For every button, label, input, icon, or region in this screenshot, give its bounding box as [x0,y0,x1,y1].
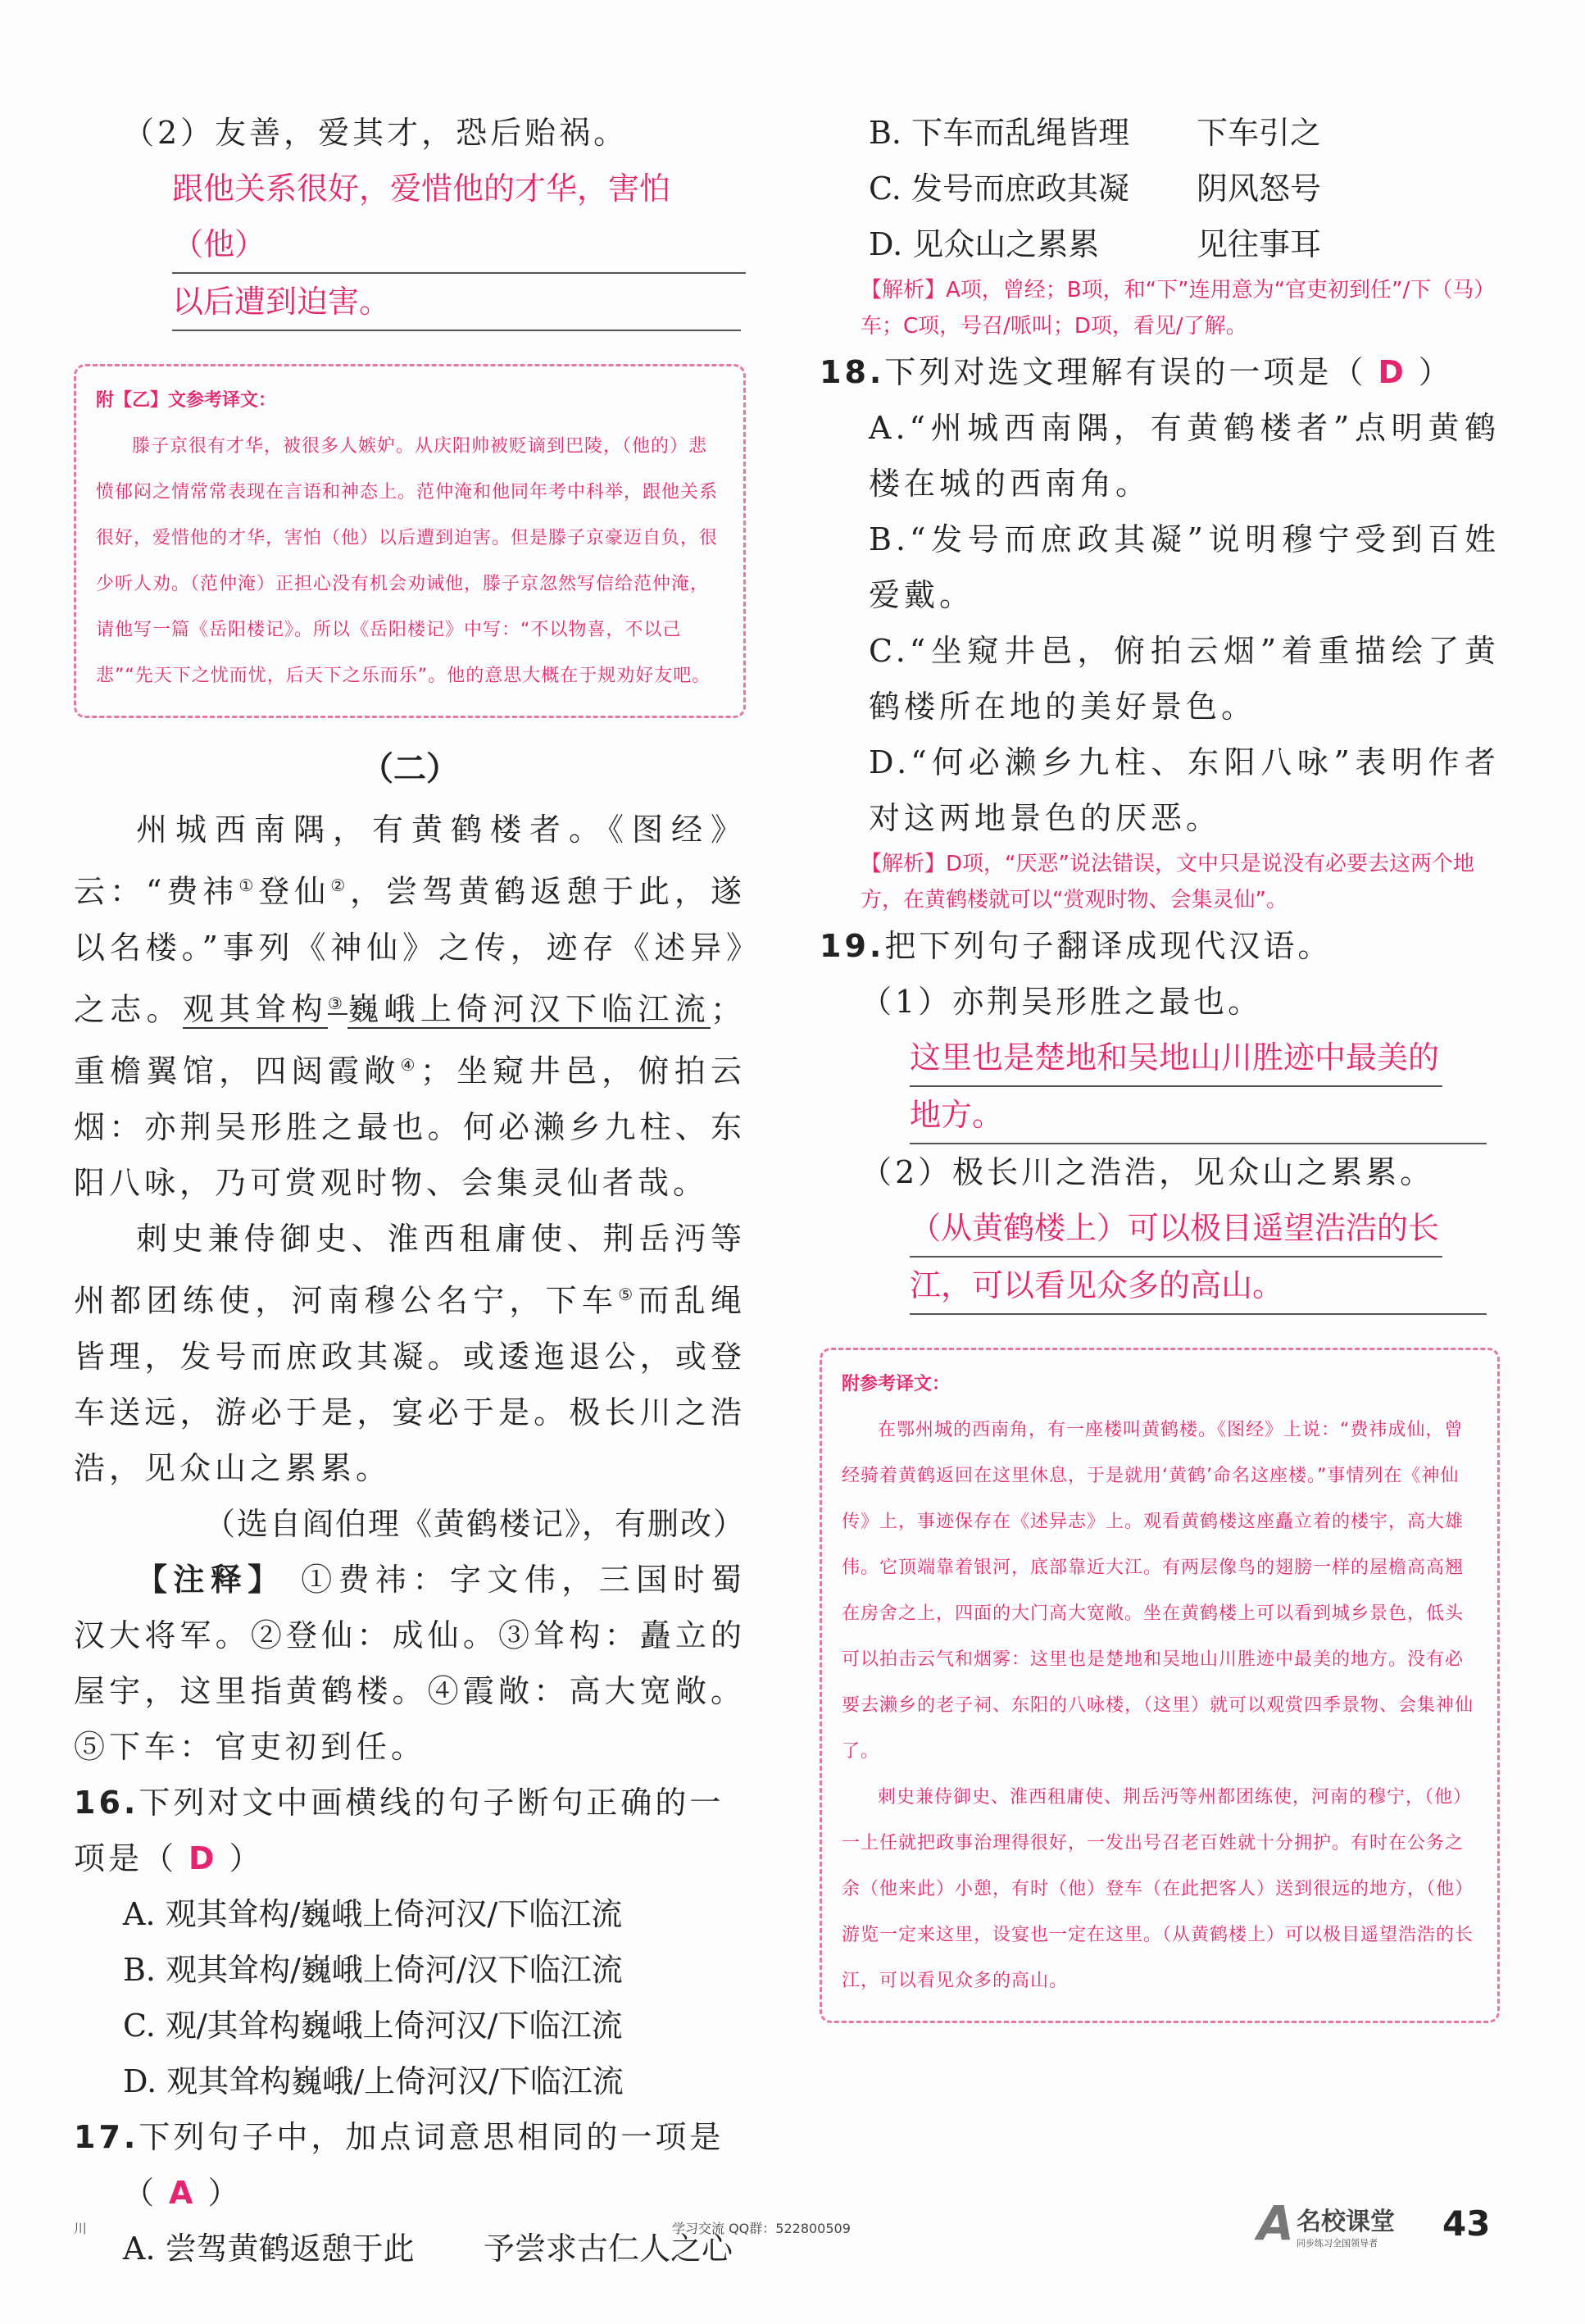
notes-label: 【注释】 [136,1561,285,1598]
question-18: 18.下列对选文理解有误的一项是（ D ） [820,354,1453,390]
reference-translation-box-yi [74,364,746,718]
option: C. 观/其耸构巍峨上倚河汉/下临江流 [123,2007,623,2044]
option: B. 下车而乱绳皆理 下车引之 [869,115,1322,151]
option: B.“发号而庶政其凝”说明穆宁受到百姓爱戴。 [869,521,1500,613]
option: A. 尝驾黄鹤返憩于此 予尝求古仁人之心 [123,2230,733,2267]
page-footer [0,2197,1585,2263]
option: A. 观其耸构/巍峨上倚河汉/下临江流 [123,1895,623,1932]
notes-text: ①费祎：字文伟，三国时蜀汉大将军。②登仙：成仙。③耸构：矗立的屋宇，这里指黄鹤楼。④霞敞：高大宽敞。⑤下车：官吏初到任。 [74,1561,746,1765]
region-label: 川 [74,2221,88,2236]
note-ref: ② [330,875,351,895]
logo-main: 名校课堂 [1297,2208,1395,2236]
q19-sentence-1: （1）亦荆吴形胜之最也。 [861,984,1263,1020]
q19-sentence-2: （2）极长川之浩浩，见众山之累累。 [861,1154,1435,1190]
question-17-answer: （ A ） [123,2174,243,2211]
passage-source: （选自阎伯理《黄鹤楼记》，有删改） [203,1505,746,1542]
q15-2-text: （2）友善，爱其才，恐后贻祸。 [123,115,629,151]
box-title: 附参考译文： [842,1374,951,1394]
left-column [74,105,746,2276]
passage-paragraph-2: 刺史兼侍御史、淮西租庸使、荆岳沔等州都团练使，河南穆公名宁，下车⑤而乱绳皆理，发号而庶政其凝。或逶迤退公，或登车送远，游必于是，宴必于是。极长川之浩浩，见众山之累累。 [74,1220,746,1486]
answer-line: 地方。 [910,1087,1487,1144]
q18-analysis: 【解析】D项，“厌恶”说法错误，文中只是说没有必要去这两个地方，在黄鹤楼就可以“赏观时物、会集灵仙”。 [861,852,1474,912]
notes [74,1552,746,1775]
option: C. 发号而庶政其凝 阴风怒号 [869,171,1322,207]
answer-line: （从黄鹤楼上）可以极目遥望浩浩的长 [910,1200,1442,1258]
brand-logo [1254,2197,1434,2254]
question-19: 19.把下列句子翻译成现代汉语。 [820,928,1333,964]
question-16: 16.下列对文中画横线的句子断句正确的一项是（ D ） [74,1784,724,1876]
answer-line: 这里也是楚地和吴地山川胜迹中最美的 [910,1030,1442,1087]
logo-sub: 同步练习全国领导者 [1297,2238,1378,2249]
qq-group: 学习交流 QQ群：522800509 [672,2221,851,2236]
q17-analysis: 【解析】A项，曾经；B项，和“下”连用意为“官吏初到任”/下（马）车；C项，号召/哌叫；D项，看见/了解。 [861,278,1496,339]
q15-2-answer [74,161,746,331]
reference-translation-box [820,1348,1500,2023]
underlined-sentence: 巍峨上倚河汉下临江流 [347,991,711,1028]
page-number: 43 [1442,2203,1491,2244]
answer-line: 以后遭到迫害。 [172,274,741,331]
question-17: 17.下列句子中，加点词意思相同的一项是 [74,2118,724,2155]
answer-mark: A [169,2174,197,2211]
option: C.“坐窥井邑，俯拍云烟”着重描绘了黄鹤楼所在地的美好景色。 [869,633,1500,725]
note-ref: ④ [400,1055,420,1076]
box-text: 刺史兼侍御史、淮西租庸使、荆岳沔等州都团练使，河南的穆宁，（他）一上任就把政事治理得很好，一发出号召老百姓就十分拥护。有时在公务之余（他来此）小憩，有时（他）登车（在此把客人）送到很远的地方，（他）游览一定来这里，设宴也一定在这里。（从黄鹤楼上）可以极目遥望浩浩的长江，可以看见众多的高山。 [842,1787,1474,1991]
option: D. 观其耸构巍峨/上倚河汉/下临江流 [123,2062,624,2099]
q19-answer-2 [820,1200,1500,1315]
option: A.“州城西南隅，有黄鹤楼者”点明黄鹤楼在城的西南角。 [869,410,1500,502]
svg-text:A: A [1257,2197,1294,2251]
box-title: 附【乙】文参考译文： [96,390,277,411]
answer-mark: D [1378,354,1407,390]
right-column [820,105,1500,2023]
option: D.“何必濑乡九柱、东阳八咏”表明作者对这两地景色的厌恶。 [869,744,1500,836]
option: B. 观其耸构/巍峨上倚河/汉下临江流 [123,1951,623,1988]
box-text: 滕子京很有才华，被很多人嫉妒。从庆阳帅被贬谪到巴陵，（他的）悲愤郁闷之情常常表现在言语和神态上。范仲淹和他同年考中科举，跟他关系很好，爱惜他的才华，害怕（他）以后遭到迫害。但是滕子京豪迈自负，很少听人劝。（范仲淹）正担心没有机会劝诫他，滕子京忽然写信给范仲淹，请他写一篇《岳阳楼记》。所以《岳阳楼记》中写：“不以物喜，不以己悲”“先天下之忧而忧，后天下之乐而乐”。他的意思大概在于规劝好友吧。 [96,436,719,686]
answer-line: 江，可以看见众多的高山。 [910,1258,1487,1315]
note-ref: ① [238,875,259,895]
box-text: 在鄂州城的西南角，有一座楼叫黄鹤楼。《图经》上说：“费祎成仙，曾经骑着黄鹤返回在这里休息，于是就用‘黄鹤’命名这座楼。”事情列在《神仙传》上，事迹保存在《述异志》上。观看黄鹤楼这座矗立着的楼宇，高大雄伟。它顶端靠着银河，底部靠近大江。有两层像鸟的翅膀一样的屋檐高高翘在房舍之上，四面的大门高大宽敞。坐在黄鹤楼上可以看到城乡景色，低头可以拍击云气和烟雾：这里也是楚地和吴地山川胜迹中最美的地方。没有必要去濑乡的老子祠、东阳的八咏楼，（这里）就可以观赏四季景物、会集神仙了。 [842,1420,1474,1762]
section-title: （二） [361,750,459,788]
passage-paragraph-1: 州城西南隅，有黄鹤楼者。《图经》云：“费祎①登仙②，尝驾黄鹤返憩于此，遂以名楼。”事列《神仙》之传，迹存《述异》之志。观其耸构③巍峨上倚河汉下临江流；重檐翼馆，四闼霞敞④；坐窥井邑，俯拍云烟：亦荆吴形胜之最也。何必濑乡九柱、东阳八咏，乃可赏观时物、会集灵仙者哉。 [74,812,746,1201]
underlined-sentence: 观其耸构 [182,991,328,1028]
answer-line: 跟他关系很好，爱惜他的才华，害怕（他） [172,161,746,274]
note-ref: ⑤ [618,1284,638,1304]
answer-mark: D [188,1840,218,1876]
option: D. 见众山之累累 见往事耳 [869,226,1322,262]
note-ref: ③ [327,993,348,1013]
q19-answer-1 [820,1030,1500,1144]
